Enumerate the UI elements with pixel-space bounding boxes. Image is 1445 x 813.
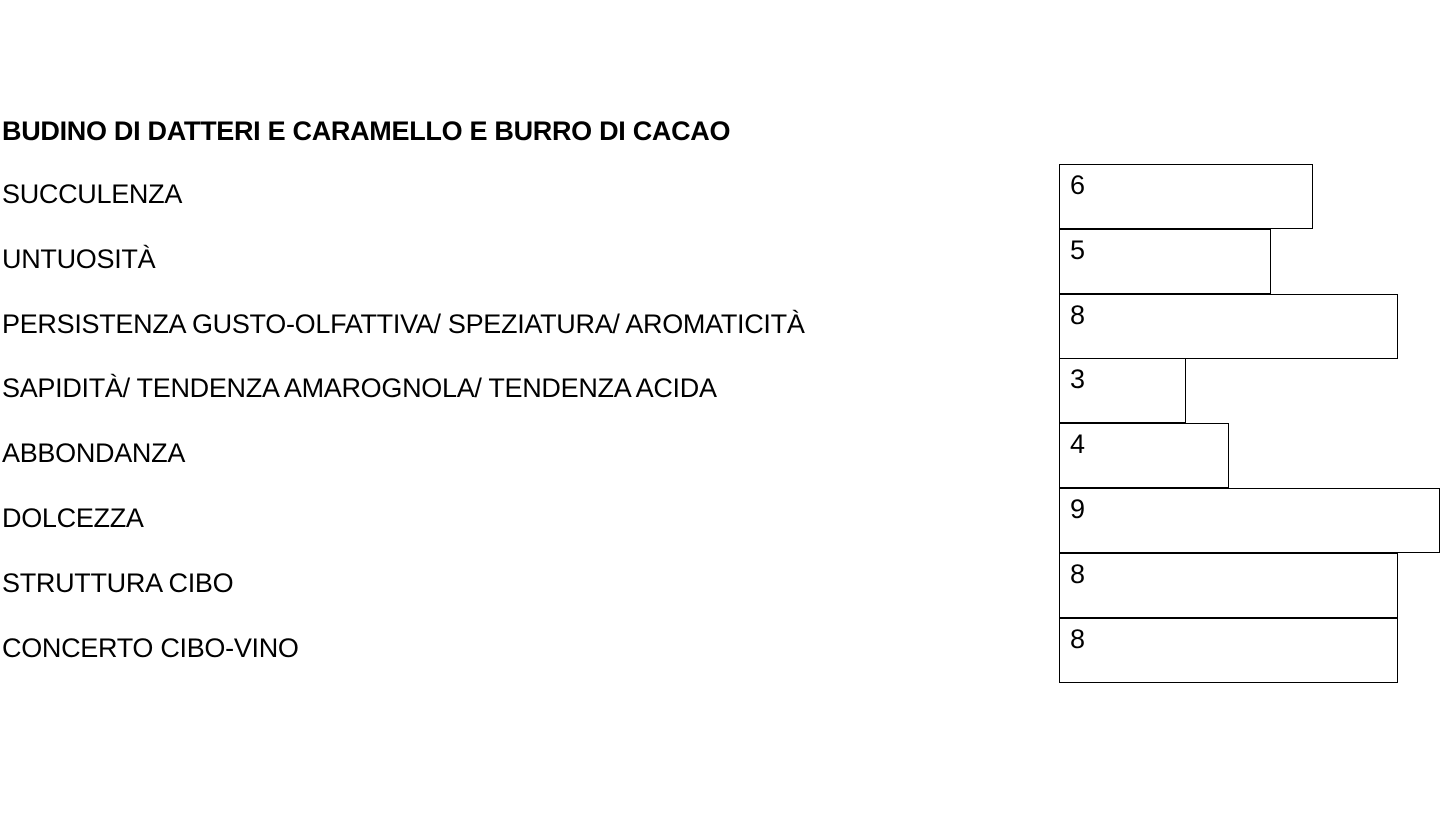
bar-value-label: 3 xyxy=(1070,364,1086,395)
category-label: UNTUOSITÀ xyxy=(2,243,156,274)
category-label: DOLCEZZA xyxy=(2,503,144,533)
bar xyxy=(1059,423,1229,488)
category-label: CONCERTO CIBO-VINO xyxy=(2,632,299,663)
chart-title: BUDINO DI DATTERI E CARAMELLO E BURRO DI CACAO xyxy=(2,116,731,146)
bar-value-label: 8 xyxy=(1070,623,1086,654)
category-label: SUCCULENZA xyxy=(2,179,183,209)
category-label: SAPIDITÀ/ TENDENZA AMAROGNOLA/ TENDENZA ACIDA xyxy=(2,373,717,404)
bar xyxy=(1059,618,1398,683)
bar-value-label: 8 xyxy=(1070,299,1086,330)
bar-value-label: 4 xyxy=(1070,429,1086,460)
bar xyxy=(1059,229,1271,294)
bar xyxy=(1059,553,1398,618)
bar xyxy=(1059,358,1186,423)
category-label: STRUTTURA CIBO xyxy=(2,567,234,598)
bar-value-label: 6 xyxy=(1070,170,1086,200)
category-label: ABBONDANZA xyxy=(2,438,186,469)
bar-value-label: 9 xyxy=(1070,494,1086,524)
bar xyxy=(1059,488,1440,553)
bar-value-label: 5 xyxy=(1070,234,1086,265)
bar-value-label: 8 xyxy=(1070,558,1086,589)
category-label: PERSISTENZA GUSTO-OLFATTIVA/ SPEZIATURA/ AROMATICITÀ xyxy=(2,308,805,339)
bar xyxy=(1059,164,1313,229)
bar xyxy=(1059,294,1398,359)
